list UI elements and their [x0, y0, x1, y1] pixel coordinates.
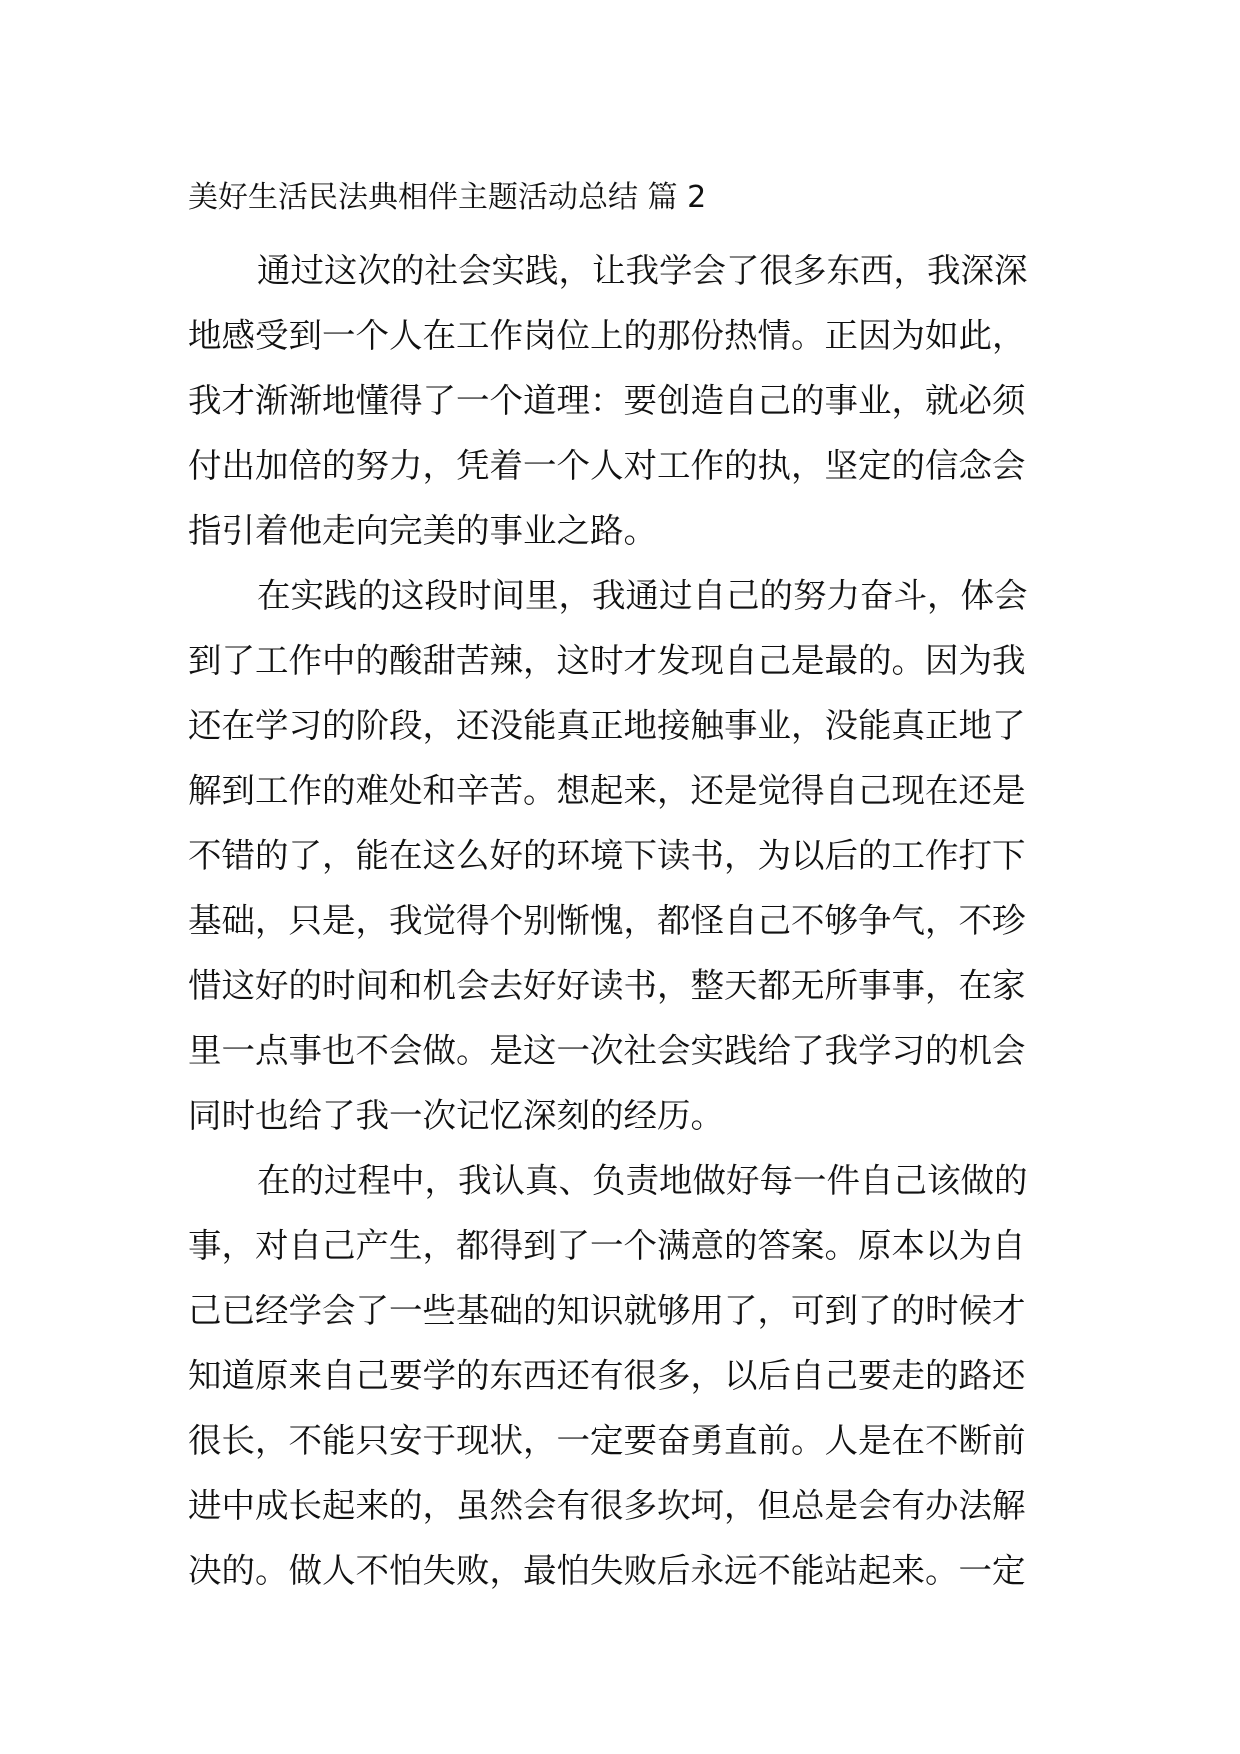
paragraph-line: 解到工作的难处和辛苦。想起来，还是觉得自己现在还是 — [188, 771, 1026, 810]
paragraph-line: 很长，不能只安于现状，一定要奋勇直前。人是在不断前 — [188, 1421, 1026, 1460]
paragraph-line: 我才渐渐地懂得了一个道理：要创造自己的事业，就必须 — [188, 381, 1026, 420]
paragraph-line: 到了工作中的酸甜苦辣，这时才发现自己是最的。因为我 — [188, 641, 1026, 680]
paragraph-line: 己已经学会了一些基础的知识就够用了，可到了的时候才 — [188, 1291, 1026, 1330]
paragraph-line: 进中成长起来的，虽然会有很多坎坷，但总是会有办法解 — [188, 1486, 1026, 1525]
paragraph-line: 还在学习的阶段，还没能真正地接触事业，没能真正地了 — [188, 706, 1026, 745]
paragraph-line: 同时也给了我一次记忆深刻的经历。 — [188, 1096, 724, 1135]
paragraph-3 — [188, 1148, 1056, 1603]
paragraph-line: 付出加倍的努力，凭着一个人对工作的执，坚定的信念会 — [188, 446, 1026, 485]
paragraph-line: 指引着他走向完美的事业之路。 — [188, 511, 657, 550]
paragraph-2 — [188, 563, 1056, 1148]
paragraph-line: 决的。做人不怕失败，最怕失败后永远不能站起来。一定 — [188, 1551, 1026, 1590]
paragraph-line: 在的过程中，我认真、负责地做好每一件自己该做的 — [257, 1161, 1028, 1200]
paragraph-line: 通过这次的社会实践，让我学会了很多东西，我深深 — [257, 251, 1028, 290]
paragraph-line: 知道原来自己要学的东西还有很多，以后自己要走的路还 — [188, 1356, 1026, 1395]
paragraph-line: 事，对自己产生，都得到了一个满意的答案。原本以为自 — [188, 1226, 1026, 1265]
paragraph-line: 地感受到一个人在工作岗位上的那份热情。正因为如此， — [188, 316, 1026, 355]
paragraph-1 — [188, 238, 1056, 563]
paragraph-line: 里一点事也不会做。是这一次社会实践给了我学习的机会 — [188, 1031, 1026, 1070]
paragraph-line: 惜这好的时间和机会去好好读书，整天都无所事事，在家 — [188, 966, 1026, 1005]
document-body — [188, 174, 1056, 1603]
document-title: 美好生活民法典相伴主题活动总结 篇 2 — [188, 180, 707, 215]
paragraph-line: 不错的了，能在这么好的环境下读书，为以后的工作打下 — [188, 836, 1026, 875]
paragraph-line: 基础，只是，我觉得个别惭愧，都怪自己不够争气，不珍 — [188, 901, 1026, 940]
paragraph-line: 在实践的这段时间里，我通过自己的努力奋斗，体会 — [257, 576, 1028, 615]
